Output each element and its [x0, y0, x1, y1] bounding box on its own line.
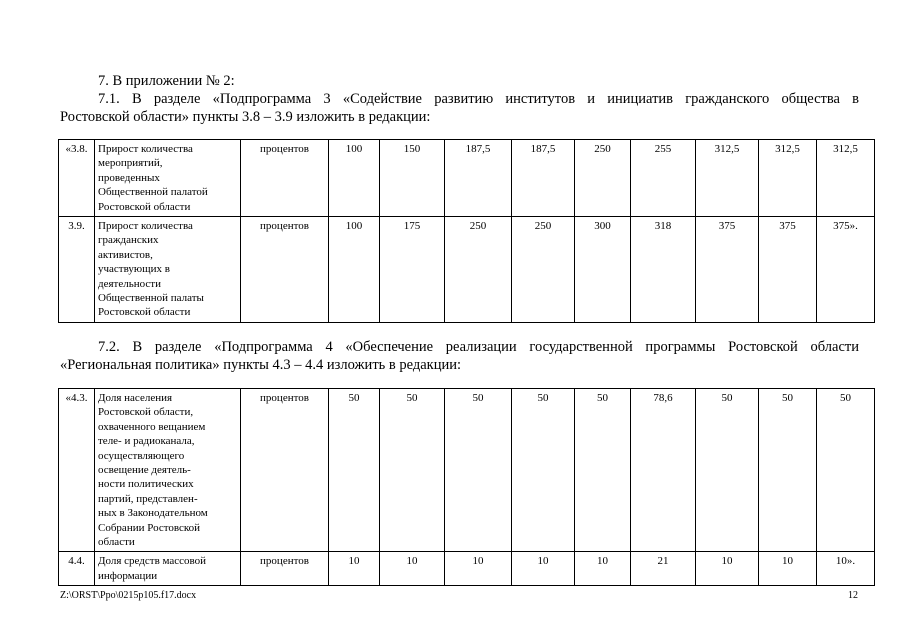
indicator-name-line: теле- и радиоканала, [98, 435, 195, 448]
indicator-name-line: гражданских [98, 234, 159, 247]
unit-cell: процентов [241, 140, 329, 217]
value-cell: 300 [575, 217, 631, 323]
value-cell: 318 [631, 217, 696, 323]
value-cell: 150 [380, 140, 445, 217]
indicator-name-line: Общественной палатой [98, 186, 208, 199]
indicator-name-line: мероприятий, [98, 157, 163, 170]
value-cell: 312,5 [817, 140, 875, 217]
value-cell: 10 [380, 552, 445, 586]
value-cell: 50 [759, 389, 817, 552]
value-cell: 375 [759, 217, 817, 323]
indicator-name-line: освещение деятель- [98, 464, 191, 477]
value-cell: 50 [817, 389, 875, 552]
row-number-cell: «4.3. [59, 389, 95, 552]
paragraph-7-1-line-1: 7.1. В разделе «Подпрограмма 3 «Содействие развитию институтов и инициатив гражданского общества в [98, 91, 859, 107]
section-heading: 7. В приложении № 2: [98, 73, 235, 89]
value-cell: 10 [329, 552, 380, 586]
value-cell: 175 [380, 217, 445, 323]
value-cell: 250 [575, 140, 631, 217]
indicator-name-line: активистов, [98, 248, 153, 261]
indicators-table-subprogram-4 [58, 388, 875, 586]
indicator-name-cell [95, 552, 241, 586]
value-cell: 50 [329, 389, 380, 552]
indicator-name-line: проведенных [98, 171, 160, 184]
value-cell: 312,5 [696, 140, 759, 217]
indicator-name-line: Ростовской области [98, 200, 191, 213]
indicator-name-line: деятельности [98, 277, 161, 290]
paragraph-7-2-line-2: «Региональная политика» пункты 4.3 – 4.4 изложить в редакции: [60, 357, 462, 373]
indicator-name-cell [95, 217, 241, 323]
value-cell: 50 [445, 389, 512, 552]
table-row [59, 552, 875, 586]
indicator-name-line: Доля средств массовой [98, 555, 207, 568]
value-cell: 250 [445, 217, 512, 323]
indicator-name-line: Доля населения [98, 392, 173, 404]
indicator-name-line: ных в Законодательном [98, 507, 208, 520]
indicator-name-line: партий, представлен- [98, 492, 198, 505]
value-cell: 312,5 [759, 140, 817, 217]
indicator-name-cell [95, 140, 241, 217]
indicator-name-line: информации [98, 569, 158, 582]
unit-cell: процентов [241, 217, 329, 323]
indicator-name-line: участвующих в [98, 263, 170, 276]
row-number-cell: 4.4. [59, 552, 95, 586]
indicator-name-cell [95, 389, 241, 552]
value-cell: 10 [575, 552, 631, 586]
value-cell: 255 [631, 140, 696, 217]
value-cell: 21 [631, 552, 696, 586]
table-row [59, 217, 875, 323]
value-cell: 375 [696, 217, 759, 323]
value-cell: 250 [512, 217, 575, 323]
value-cell: 10 [759, 552, 817, 586]
value-cell: 100 [329, 140, 380, 217]
value-cell: 375». [817, 217, 875, 323]
indicators-table-subprogram-3 [58, 139, 875, 323]
indicator-name-line: Прирост количества [98, 220, 193, 233]
table-row [59, 389, 875, 552]
indicator-name-line: Ростовской области [98, 306, 191, 319]
value-cell: 187,5 [445, 140, 512, 217]
value-cell: 50 [512, 389, 575, 552]
indicator-name-line: осуществляющего [98, 449, 185, 462]
value-cell: 50 [380, 389, 445, 552]
indicator-name-line: ности политических [98, 478, 194, 491]
unit-cell: процентов [241, 389, 329, 552]
indicator-name-line: Прирост количества [98, 143, 193, 155]
value-cell: 50 [575, 389, 631, 552]
unit-cell: процентов [241, 552, 329, 586]
indicator-name-line: Ростовской области, [98, 406, 194, 419]
indicator-name-line: Собрании Ростовской [98, 521, 201, 534]
value-cell: 187,5 [512, 140, 575, 217]
value-cell: 10 [445, 552, 512, 586]
indicator-name-line: Общественной палаты [98, 292, 204, 305]
row-number-cell: «3.8. [59, 140, 95, 217]
row-number-cell: 3.9. [59, 217, 95, 323]
value-cell: 10 [696, 552, 759, 586]
footer-page-number: 12 [848, 590, 858, 601]
footer-file-path: Z:\ORST\Ppo\0215p105.f17.docx [60, 590, 197, 601]
value-cell: 78,6 [631, 389, 696, 552]
value-cell: 100 [329, 217, 380, 323]
value-cell: 10 [512, 552, 575, 586]
value-cell: 50 [696, 389, 759, 552]
indicator-name-line: области [98, 536, 135, 549]
indicator-name-line: охваченного вещанием [98, 420, 206, 433]
paragraph-7-1-line-2: Ростовской области» пункты 3.8 – 3.9 изложить в редакции: [60, 109, 431, 125]
value-cell: 10». [817, 552, 875, 586]
paragraph-7-2-line-1: 7.2. В разделе «Подпрограмма 4 «Обеспечение реализации государственной программы Ростовской области [98, 339, 859, 355]
table-row [59, 140, 875, 217]
